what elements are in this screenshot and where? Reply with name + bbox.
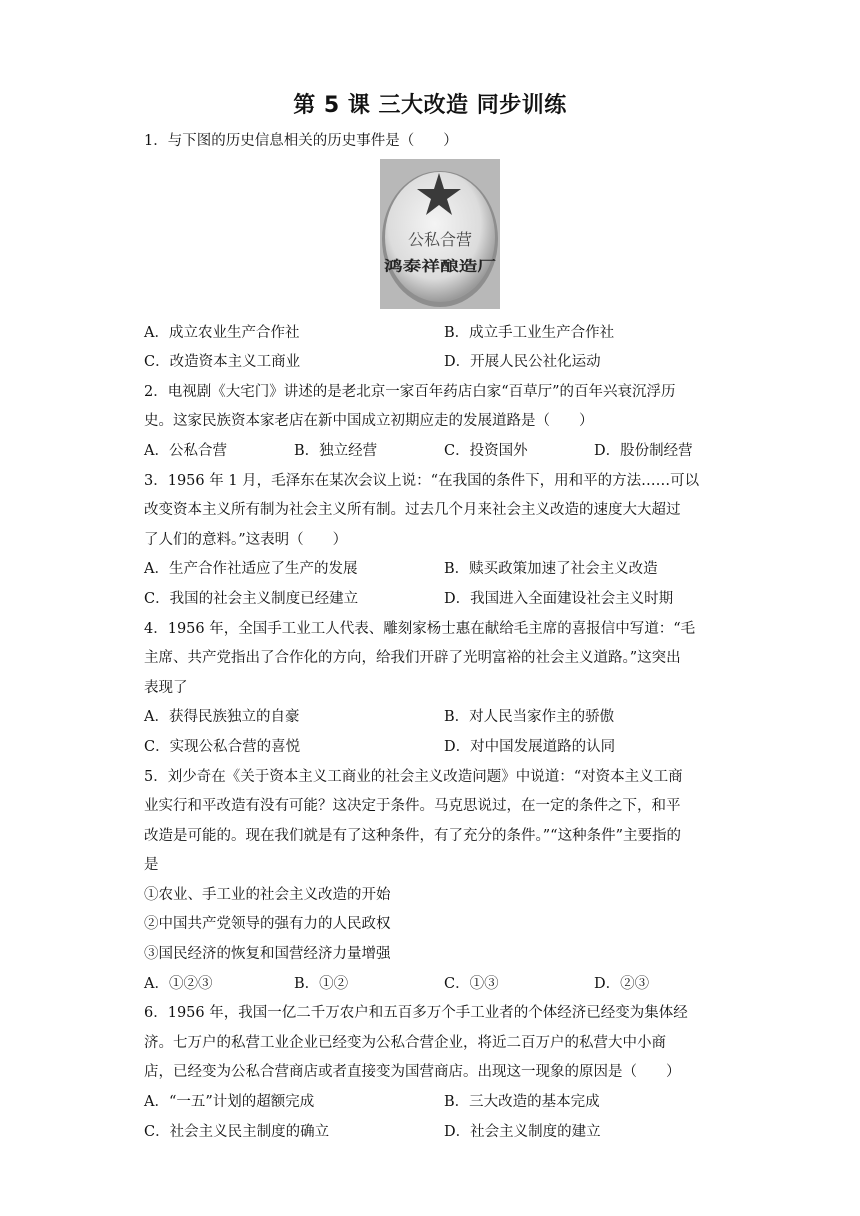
option-a[interactable]: A．获得民族独立的自豪 [144, 709, 300, 726]
statement-item: ①农业、手工业的社会主义改造的开始 [144, 886, 391, 903]
page-title: 第 5 课 三大改造 同步训练 [293, 93, 567, 118]
option-a[interactable]: A．公私合营 [144, 442, 227, 459]
question-stem-line: 是 [144, 857, 159, 874]
badge-image [380, 159, 500, 309]
question-stem-line: 济。七万户的私营工业企业已经变为公私合营企业，将近二百万户的私营大中小商 [144, 1034, 666, 1051]
option-a[interactable]: A．“一五”计划的超额完成 [144, 1094, 315, 1111]
option-b[interactable]: B．①② [294, 975, 349, 992]
option-c[interactable]: C．社会主义民主制度的确立 [144, 1123, 330, 1140]
option-b[interactable]: B．赎买政策加速了社会主义改造 [444, 561, 658, 578]
question-stem-line: 3．1956 年 1 月，毛泽东在某次会议上说：“在我国的条件下，用和平的方法……可以 [144, 472, 700, 489]
question-3 [144, 467, 720, 615]
option-d[interactable]: D．开展人民公社化运动 [444, 354, 601, 371]
question-stem-line: 改变资本主义所有制为社会主义所有制。过去几个月来社会主义改造的速度大大超过 [144, 502, 681, 519]
badge-line-1: 公私合营 [407, 229, 473, 249]
option-a[interactable]: A．成立农业生产合作社 [144, 324, 300, 341]
question-stem-line: 了人们的意料。”这表明（ ） [144, 531, 348, 548]
option-d[interactable]: D．对中国发展道路的认同 [444, 738, 616, 755]
answer-options [144, 970, 720, 1000]
option-d[interactable]: D．社会主义制度的建立 [444, 1123, 601, 1140]
question-stem-line: 5．刘少奇在《关于资本主义工商业的社会主义改造问题》中说道：“对资本主义工商 [144, 768, 683, 785]
statement-item: ③国民经济的恢复和国营经济力量增强 [144, 946, 391, 963]
question-4 [144, 615, 720, 763]
question-5 [144, 763, 720, 1000]
option-a[interactable]: A．生产合作社适应了生产的发展 [144, 561, 358, 578]
statement-item: ②中国共产党领导的强有力的人民政权 [144, 916, 391, 933]
answer-options [144, 1088, 720, 1147]
option-d[interactable]: D．我国进入全面建设社会主义时期 [444, 590, 674, 607]
question-stem-line: 4．1956 年，全国手工业工人代表、雕刻家杨士惠在献给毛主席的喜报信中写道：“毛 [144, 620, 696, 637]
question-1 [144, 127, 720, 378]
question-stem-line: 史。这家民族资本家老店在新中国成立初期应走的发展道路是（ ） [144, 413, 594, 430]
question-stem-line: 2．电视剧《大宅门》讲述的是老北京一家百年药店白家“百草厅”的百年兴衰沉浮历 [144, 383, 676, 400]
option-d[interactable]: D．股份制经营 [594, 442, 693, 459]
question-figure [144, 157, 720, 319]
option-c[interactable]: C．实现公私合营的喜悦 [144, 738, 301, 755]
answer-options [144, 555, 720, 614]
option-c[interactable]: C．我国的社会主义制度已经建立 [144, 590, 359, 607]
answer-options [144, 437, 720, 467]
question-stem: 1．与下图的历史信息相关的历史事件是（ ） [144, 133, 458, 149]
answer-options [144, 319, 720, 378]
option-a[interactable]: A．①②③ [144, 975, 213, 992]
badge-line-2: 鸿泰祥酿造厂 [384, 258, 468, 275]
badge-photo [380, 159, 500, 309]
option-c[interactable]: C．改造资本主义工商业 [144, 354, 301, 371]
option-c[interactable]: C．①③ [444, 975, 499, 992]
question-list [144, 127, 720, 1147]
question-2 [144, 378, 720, 467]
question-stem-line: 6．1956 年，我国一亿二千万农户和五百多万个手工业者的个体经济已经变为集体经 [144, 1005, 688, 1022]
answer-options [144, 703, 720, 762]
question-stem-line: 改造是可能的。现在我们就是有了这种条件，有了充分的条件。”“这种条件”主要指的 [144, 827, 681, 844]
question-stem-line: 业实行和平改造有没有可能？这决定于条件。马克思说过，在一定的条件之下，和平 [144, 798, 681, 815]
option-b[interactable]: B．三大改造的基本完成 [444, 1094, 600, 1111]
question-stem-line: 主席、共产党指出了合作化的方向，给我们开辟了光明富裕的社会主义道路。”这突出 [144, 650, 681, 667]
option-d[interactable]: D．②③ [594, 975, 650, 992]
option-b[interactable]: B．成立手工业生产合作社 [444, 324, 615, 341]
option-b[interactable]: B．对人民当家作主的骄傲 [444, 709, 615, 726]
question-6 [144, 999, 720, 1147]
question-stem-line: 店，已经变为公私合营商店或者直接变为国营商店。出现这一现象的原因是（ ） [144, 1064, 681, 1081]
option-c[interactable]: C．投资国外 [444, 442, 528, 459]
option-b[interactable]: B．独立经营 [294, 442, 378, 459]
question-stem-line: 表现了 [144, 679, 188, 696]
